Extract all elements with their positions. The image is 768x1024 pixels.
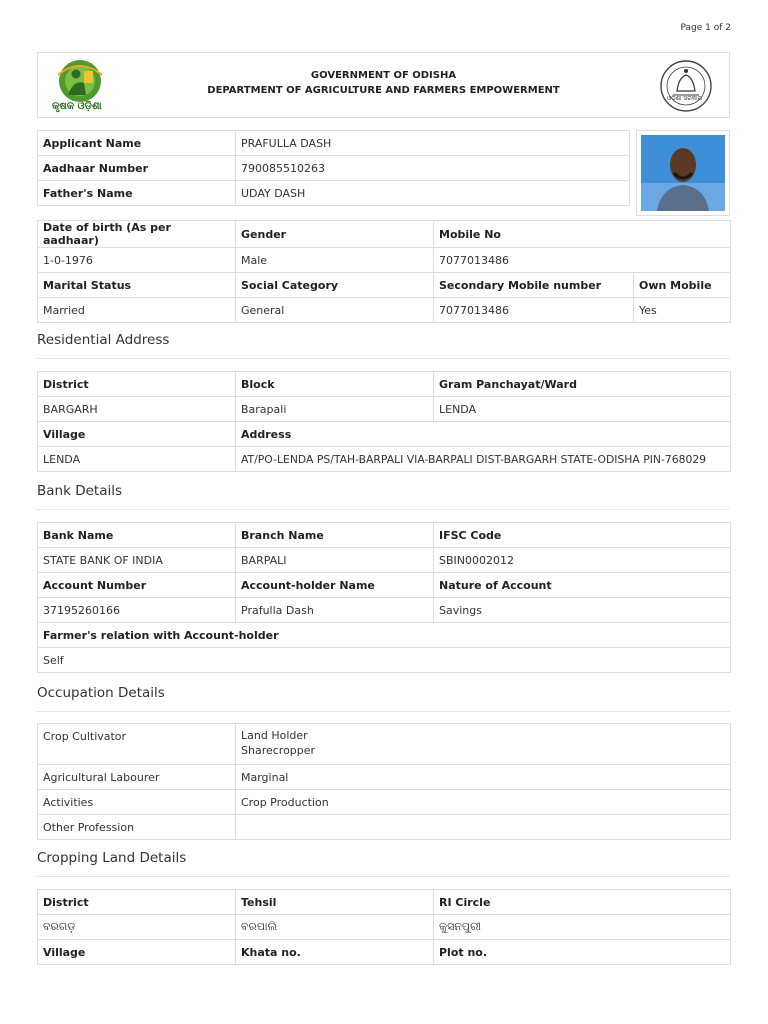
cropping-section-title: Cropping Land Details — [37, 850, 187, 866]
table-row — [38, 915, 731, 940]
applicant-photo — [636, 130, 730, 216]
section-divider — [37, 711, 730, 712]
logo-left-text: କୃଷକ ଓଡ଼ିଶା — [52, 101, 102, 112]
account-holder-value: Prafulla Dash — [236, 598, 434, 623]
aadhaar-value: 790085510263 — [236, 156, 630, 181]
table-row — [38, 298, 731, 323]
table-row — [38, 598, 731, 623]
header-title: GOVERNMENT OF ODISHA — [310, 70, 457, 81]
tehsil-value: ବରପାଲି — [236, 915, 434, 940]
gender-value: Male — [236, 248, 434, 273]
table-row — [38, 573, 731, 598]
khata-label: Khata no. — [236, 940, 434, 965]
district-label: District — [38, 372, 236, 397]
table-row — [38, 248, 731, 273]
table-row — [38, 181, 630, 206]
father-name-label: Father's Name — [38, 181, 236, 206]
table-row — [38, 422, 731, 447]
applicant-name-label: Applicant Name — [38, 131, 236, 156]
bank-name-value: STATE BANK OF INDIA — [38, 548, 236, 573]
account-nature-label: Nature of Account — [434, 573, 731, 598]
residential-section-title: Residential Address — [37, 332, 170, 348]
table-row — [38, 156, 630, 181]
social-category-label: Social Category — [236, 273, 434, 298]
dob-label: Date of birth (As per aadhaar) — [38, 221, 236, 248]
applicant-table — [37, 130, 630, 206]
account-number-value: 37195260166 — [38, 598, 236, 623]
bank-table — [37, 522, 731, 673]
table-row — [38, 131, 630, 156]
village-value: LENDA — [38, 447, 236, 472]
applicant-name-value: PRAFULLA DASH — [236, 131, 630, 156]
ifsc-value: SBIN0002012 — [434, 548, 731, 573]
document-header — [37, 52, 730, 118]
ifsc-label: IFSC Code — [434, 523, 731, 548]
ri-circle-label: RI Circle — [434, 890, 731, 915]
plot-label: Plot no. — [434, 940, 731, 965]
table-row — [38, 765, 731, 790]
marital-value: Married — [38, 298, 236, 323]
table-row — [38, 815, 731, 840]
other-profession-value — [236, 815, 731, 840]
activities-label: Activities — [38, 790, 236, 815]
crop-district-value: ବରଗଡ଼ — [38, 915, 236, 940]
page-number: Page 1 of 2 — [680, 23, 731, 33]
gram-panchayat-value: LENDA — [434, 397, 731, 422]
crop-district-label: District — [38, 890, 236, 915]
table-row — [38, 221, 731, 248]
personal-table — [37, 220, 731, 323]
ri-circle-value: କୁସନପୁରୀ — [434, 915, 731, 940]
address-label: Address — [236, 422, 731, 447]
crop-cultivator-label: Crop Cultivator — [38, 724, 236, 765]
secondary-mobile-value: 7077013486 — [434, 298, 634, 323]
crop-cultivator-subtype: Sharecropper — [241, 744, 316, 757]
table-row — [38, 790, 731, 815]
crop-cultivator-value — [236, 724, 731, 765]
father-name-value: UDAY DASH — [236, 181, 630, 206]
own-mobile-label: Own Mobile — [634, 273, 731, 298]
agri-labourer-label: Agricultural Labourer — [38, 765, 236, 790]
bank-name-label: Bank Name — [38, 523, 236, 548]
table-row — [38, 447, 731, 472]
gender-label: Gender — [236, 221, 434, 248]
aadhaar-label: Aadhaar Number — [38, 156, 236, 181]
table-row — [38, 397, 731, 422]
account-holder-label: Account-holder Name — [236, 573, 434, 598]
residential-table — [37, 371, 731, 472]
block-label: Block — [236, 372, 434, 397]
dob-value: 1-0-1976 — [38, 248, 236, 273]
account-nature-value: Savings — [434, 598, 731, 623]
table-row — [38, 523, 731, 548]
crop-village-label: Village — [38, 940, 236, 965]
occupation-table — [37, 723, 731, 840]
table-row — [38, 548, 731, 573]
table-row — [38, 623, 731, 648]
relation-label: Farmer's relation with Account-holder — [38, 623, 731, 648]
bank-section-title: Bank Details — [37, 483, 123, 499]
cropping-table — [37, 889, 731, 965]
address-value: AT/PO-LENDA PS/TAH-BARPALI VIA-BARPALI DIST-BARGARH STATE-ODISHA PIN-768029 — [236, 447, 731, 472]
secondary-mobile-label: Secondary Mobile number — [434, 273, 634, 298]
table-row — [38, 890, 731, 915]
mobile-value: 7077013486 — [434, 248, 731, 273]
odisha-emblem — [659, 59, 713, 113]
section-divider — [37, 509, 730, 510]
account-number-label: Account Number — [38, 573, 236, 598]
agri-labourer-value: Marginal — [236, 765, 731, 790]
mobile-label: Mobile No — [434, 221, 731, 248]
block-value: Barapali — [236, 397, 434, 422]
section-divider — [37, 358, 730, 359]
district-value: BARGARH — [38, 397, 236, 422]
occupation-section-title: Occupation Details — [37, 685, 165, 701]
crop-cultivator-type: Land Holder — [241, 729, 308, 742]
table-row — [38, 724, 731, 765]
other-profession-label: Other Profession — [38, 815, 236, 840]
table-row — [38, 372, 731, 397]
activities-value: Crop Production — [236, 790, 731, 815]
table-row — [38, 273, 731, 298]
emblem-caption: ଓଡ଼ିଶା ସରକାର — [667, 95, 703, 102]
relation-value: Self — [38, 648, 731, 673]
marital-label: Marital Status — [38, 273, 236, 298]
village-label: Village — [38, 422, 236, 447]
own-mobile-value: Yes — [634, 298, 731, 323]
gram-panchayat-label: Gram Panchayat/Ward — [434, 372, 731, 397]
social-category-value: General — [236, 298, 434, 323]
branch-name-label: Branch Name — [236, 523, 434, 548]
table-row — [38, 648, 731, 673]
table-row — [38, 940, 731, 965]
tehsil-label: Tehsil — [236, 890, 434, 915]
section-divider — [37, 876, 730, 877]
header-subtitle: DEPARTMENT OF AGRICULTURE AND FARMERS EMPOWERMENT — [207, 85, 560, 96]
branch-name-value: BARPALI — [236, 548, 434, 573]
